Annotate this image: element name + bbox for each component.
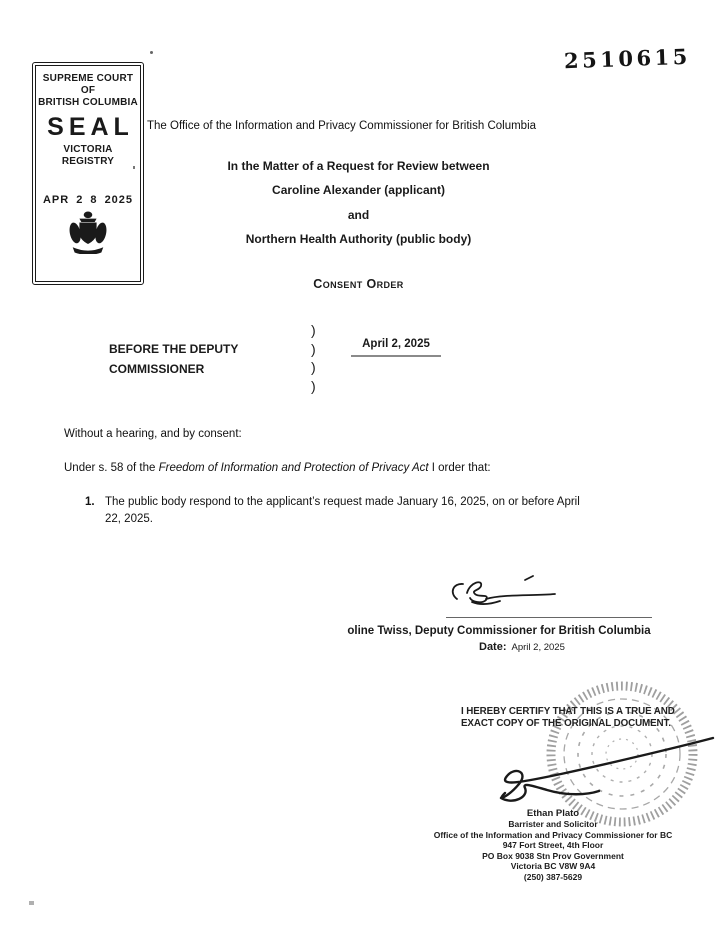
applicant-line: Caroline Alexander (applicant) [272, 183, 445, 198]
matter-heading-block [0, 157, 717, 255]
order-item-1 [85, 494, 587, 528]
before-line-1: BEFORE THE DEPUTY [109, 342, 239, 356]
certifier-address-3: Victoria BC V8W 9A4 [510, 861, 596, 872]
and-word: and [347, 207, 370, 222]
bracket: ) [311, 322, 316, 338]
order-intro-suffix: I order that: [428, 462, 491, 474]
certifier-signature [485, 726, 715, 813]
public-body-line: Northern Health Authority (public body) [245, 232, 472, 247]
order-item-number: 1. [85, 496, 95, 508]
certifier-address-1: 947 Fort Street, 4th Floor [502, 840, 604, 851]
bracket: ) [311, 359, 316, 376]
before-line-2: COMMISSIONER [109, 362, 205, 376]
certifier-address-2: PO Box 9038 Stn Prov Government [482, 850, 624, 861]
stamp-province-line: BRITISH COLUMBIA [38, 97, 138, 108]
certifier-title: Barrister and Solicitor [508, 819, 598, 829]
scan-artifact-dot [29, 901, 34, 905]
stamp-seal-word: SEAL [47, 113, 134, 141]
file-number: 2510615 [563, 43, 692, 74]
office-title-line: The Office of the Information and Privacy Commissioner for British Columbia [147, 120, 537, 132]
stamp-of-line: OF [80, 85, 96, 96]
certifier-office: Office of the Information and Privacy Commissioner for BC [433, 829, 673, 840]
before-commissioner-label [109, 339, 238, 379]
bracket: ) [311, 340, 316, 357]
order-intro-paragraph [64, 462, 491, 474]
order-item-text: The public body respond to the applicant’s request made January 16, 2025, on or before April 22, 2025. [105, 496, 580, 525]
stamp-court-line: SUPREME COURT [42, 73, 134, 84]
consent-paragraph: Without a hearing, and by consent: [64, 428, 242, 440]
signature-line [446, 617, 652, 618]
stamp-victoria-line: VICTORIA [63, 144, 113, 155]
certifier-block [428, 808, 678, 883]
certification-line-2: EXACT COPY OF THE ORIGINAL DOCUMENT. [461, 718, 671, 729]
certifier-phone: (250) 387-5629 [523, 871, 583, 882]
order-title: Consent Order [313, 277, 404, 291]
bracket-column [311, 321, 316, 395]
commissioner-signature [441, 573, 567, 616]
date-value: April 2, 2025 [511, 642, 565, 653]
commissioner-name-line: oline Twiss, Deputy Commissioner for British Columbia [347, 625, 651, 637]
scan-artifact-dot [133, 166, 135, 169]
bracket: ) [311, 377, 316, 394]
stamp-date: APR 2 8 2025 [42, 194, 134, 206]
order-date-value: April 2, 2025 [351, 338, 441, 357]
certifier-name: Ethan Plato [526, 808, 580, 819]
certification-line-1: I HEREBY CERTIFY THAT THIS IS A TRUE AND [461, 706, 675, 717]
signature-date-row [479, 641, 565, 653]
date-label: Date: [479, 641, 507, 653]
order-intro-prefix: Under s. 58 of the [64, 462, 159, 474]
stamp-registry-line: REGISTRY [61, 156, 115, 167]
matter-line: In the Matter of a Request for Review between [227, 159, 490, 173]
act-name: Freedom of Information and Protection of Privacy Act [158, 462, 429, 474]
scan-artifact-dot [150, 51, 153, 54]
